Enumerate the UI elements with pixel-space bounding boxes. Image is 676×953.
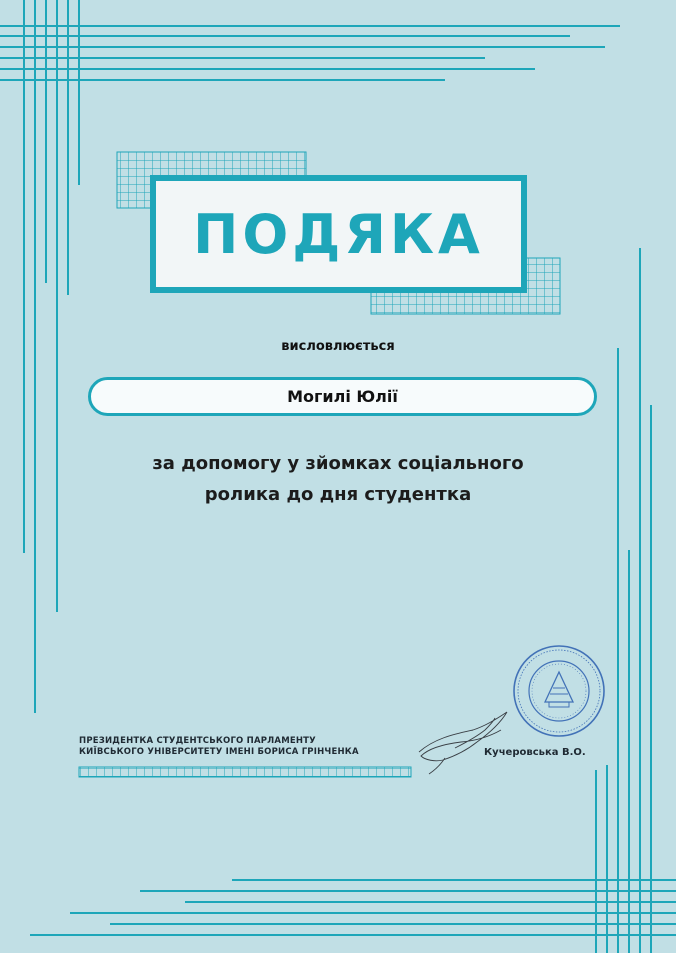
official-stamp <box>512 644 606 738</box>
handwritten-signature <box>415 708 525 778</box>
signer-position <box>79 736 359 758</box>
certificate-subtitle: висловлюється <box>281 339 395 354</box>
signer-position-line-1: ПРЕЗИДЕНТКА СТУДЕНТСЬКОГО ПАРЛАМЕНТУ <box>79 736 316 746</box>
certificate-reason <box>0 448 676 510</box>
reason-line-2: ролика до дня студентка <box>204 484 472 505</box>
recipient-box <box>88 377 597 416</box>
signer-name: Кучеровська В.О. <box>484 747 586 758</box>
signer-position-line-2: КИЇВСЬКОГО УНІВЕРСИТЕТУ ІМЕНІ БОРИСА ГРІНЧЕНКА <box>79 747 359 757</box>
title-box <box>150 175 527 293</box>
certificate-title: ПОДЯКА <box>193 202 484 266</box>
recipient-name: Могилі Юлії <box>287 387 398 406</box>
reason-line-1: за допомогу у зйомках соціального <box>152 453 524 474</box>
